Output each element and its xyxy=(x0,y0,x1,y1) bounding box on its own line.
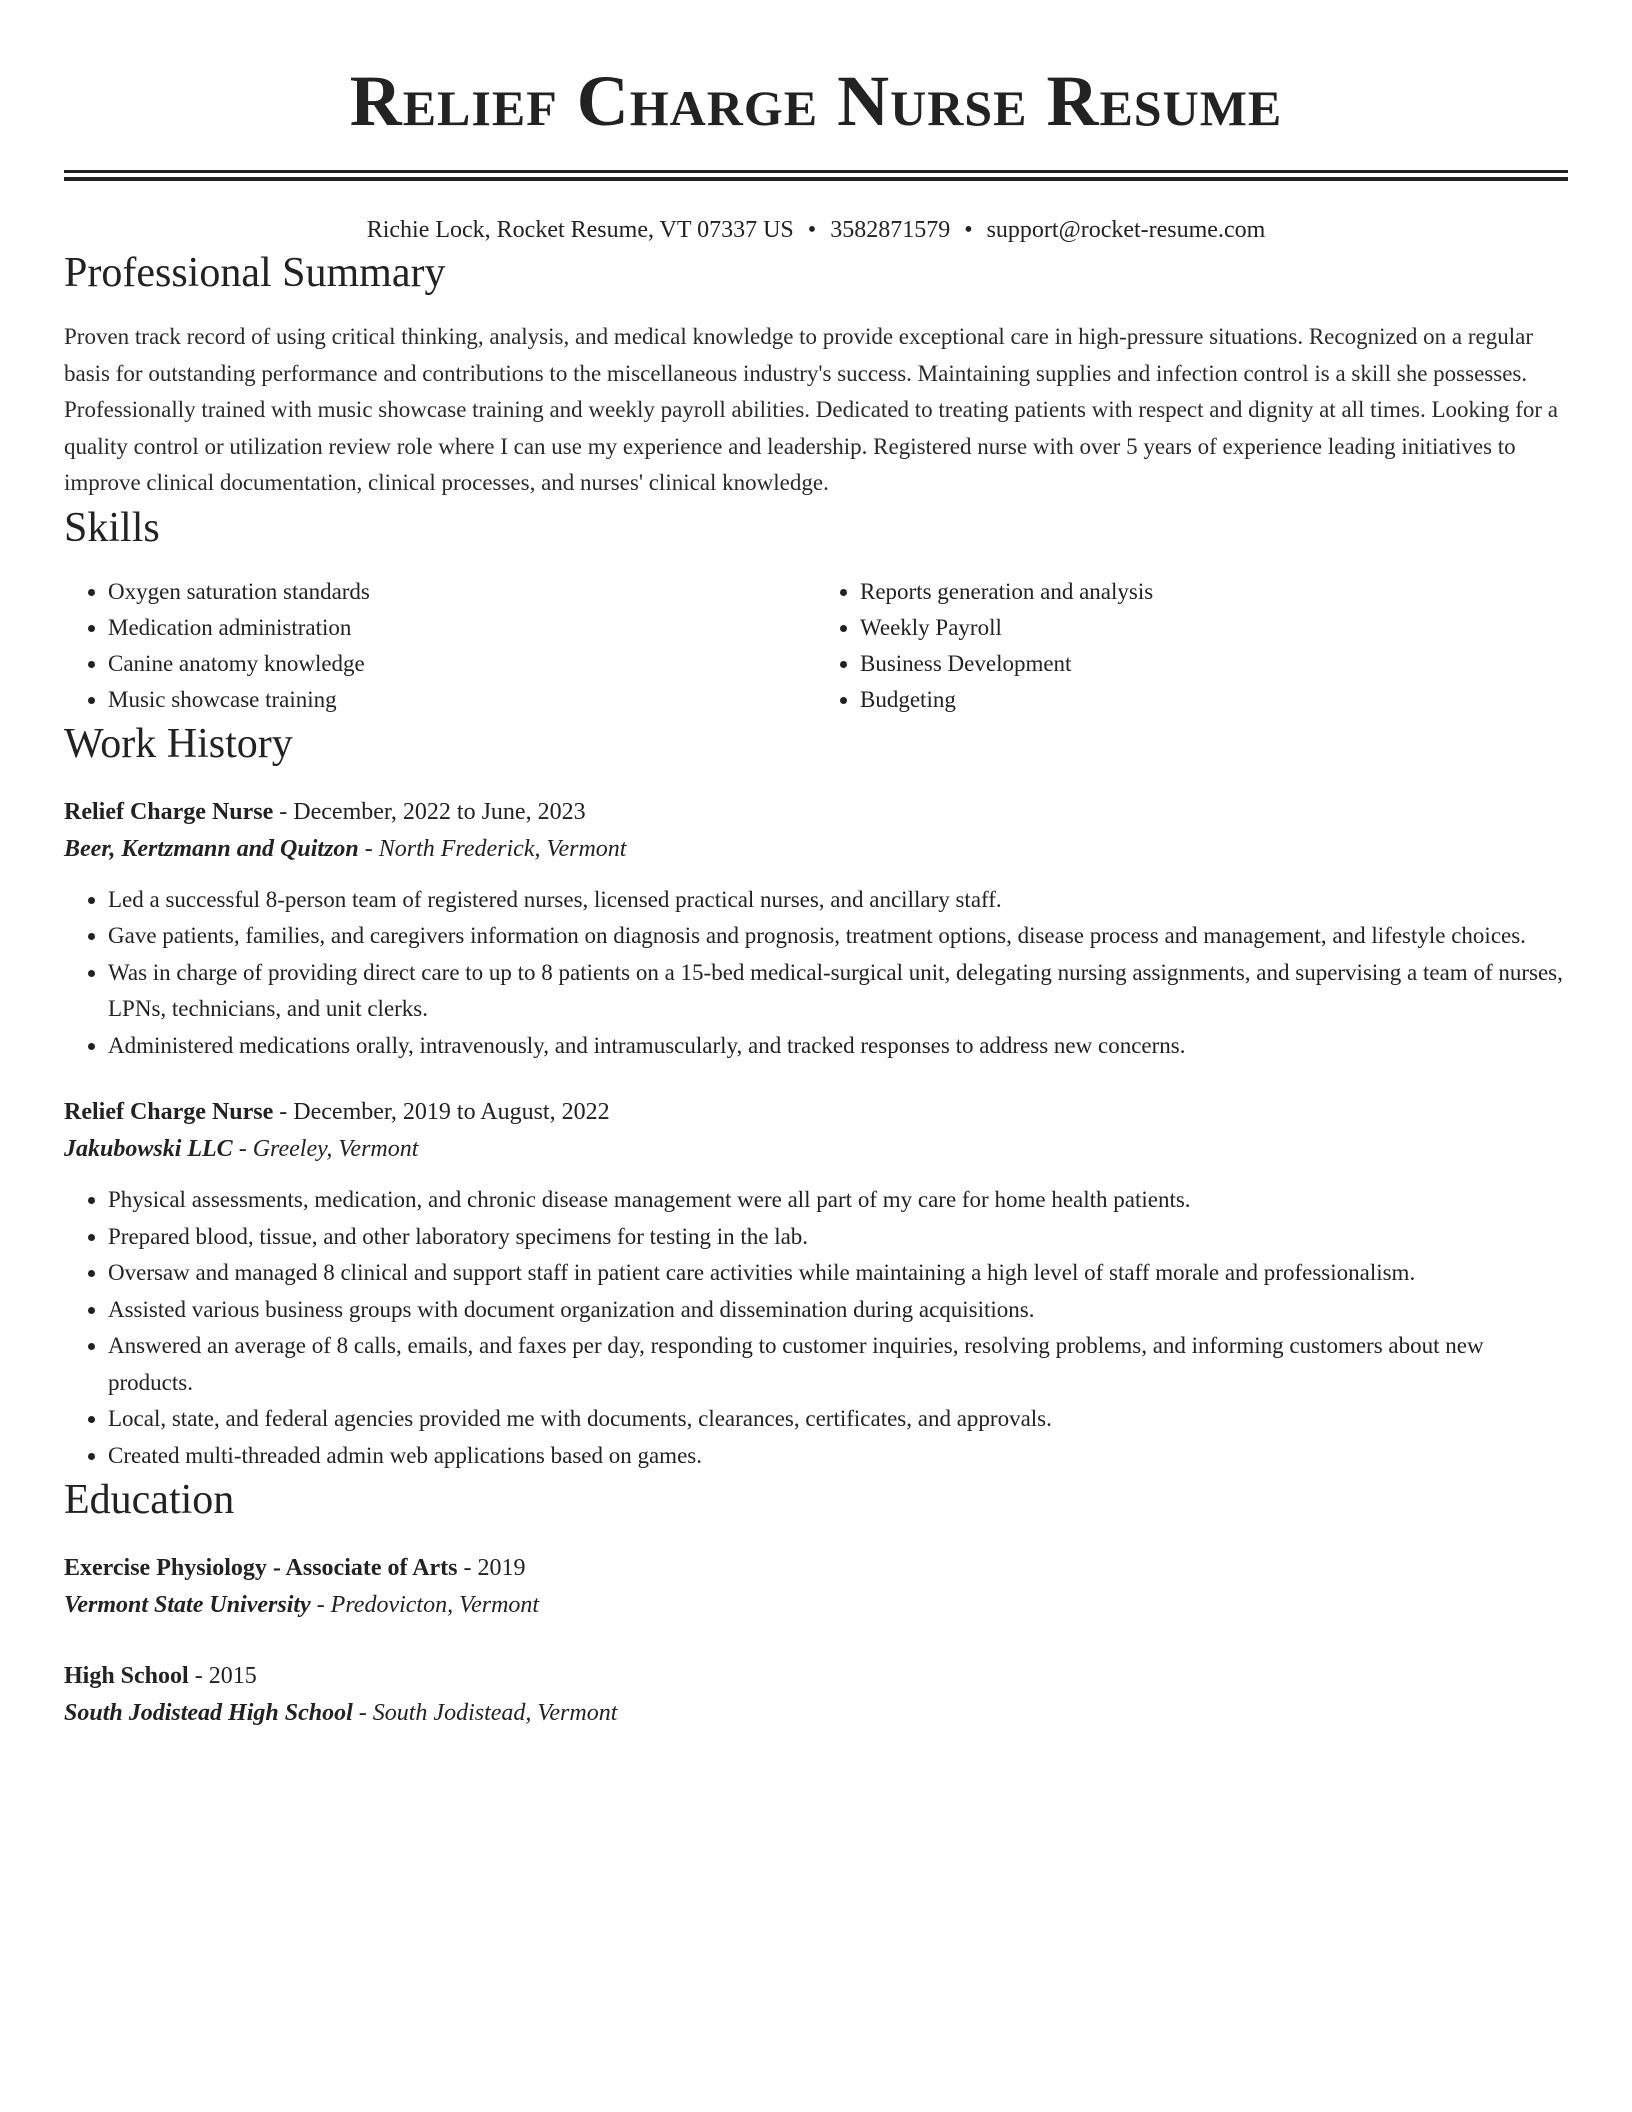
education-school: South Jodistead High School xyxy=(64,1700,353,1726)
skill-item: • Oxygen saturation standards xyxy=(108,574,816,610)
job-company: Beer, Kertzmann and Quitzon xyxy=(64,835,359,862)
contact-separator: • xyxy=(964,217,973,243)
skills-column-left xyxy=(64,574,816,718)
job-role: Relief Charge Nurse xyxy=(64,1099,274,1125)
duty-item: • Physical assessments, medication, and chronic disease management were all part of my care for home health patients. xyxy=(108,1182,1568,1219)
education-degree-line xyxy=(64,1658,1568,1694)
job-header xyxy=(64,794,1568,830)
job-dates: - December, 2022 to June, 2023 xyxy=(273,798,586,825)
skills-list xyxy=(64,574,1568,718)
resume-title: Relief Charge Nurse Resume xyxy=(349,61,1283,141)
job-duties xyxy=(64,882,1568,1065)
contact-email: support@rocket-resume.com xyxy=(986,217,1266,243)
skill-item: • Medication administration xyxy=(108,610,816,646)
skill-item: • Reports generation and analysis xyxy=(860,574,1568,610)
job-duties xyxy=(64,1182,1568,1474)
job-header xyxy=(64,1094,1568,1130)
duty-item: • Gave patients, families, and caregivers information on diagnosis and prognosis, treatment options, disease process and management, and lifestyle choices. xyxy=(108,918,1568,955)
skill-item: • Canine anatomy knowledge xyxy=(108,646,816,682)
education-entry xyxy=(64,1658,1568,1732)
job-location: - Greeley, Vermont xyxy=(232,1136,419,1162)
education-degree: High School xyxy=(64,1663,189,1689)
education-heading: Education xyxy=(64,1477,235,1523)
work-history-heading: Work History xyxy=(64,720,293,767)
contact-address: Richie Lock, Rocket Resume, VT 07337 US xyxy=(366,217,794,243)
duty-item: • Local, state, and federal agencies provided me with documents, clearances, certificates, and approvals. xyxy=(108,1401,1568,1438)
education-location: - Predovicton, Vermont xyxy=(310,1592,540,1618)
duty-item: • Answered an average of 8 calls, emails, and faxes per day, responding to customer inquiries, resolving problems, and informing customers about new products. xyxy=(108,1328,1568,1401)
job-entry xyxy=(64,794,1568,1065)
job-entry xyxy=(64,1094,1568,1474)
skills-heading: Skills xyxy=(64,504,160,551)
duty-item: • Was in charge of providing direct care to up to 8 patients on a 15-bed medical-surgical unit, delegating nursing assignments, and supervising a team of nurses, LPNs, technicians, and unit clerks. xyxy=(108,955,1568,1028)
education-school-line xyxy=(64,1586,1568,1624)
summary-text: Proven track record of using critical thinking, analysis, and medical knowledge to provide exceptional care in high-pressure situations. Recognized on a regular basis for outstanding performance and contributions to the miscellaneous industry's success. Maintaining supplies and infection control is a skill she possesses. Professionally trained with music showcase training and weekly payroll abilities. Dedicated to treating patients with respect and dignity at all times. Looking for a quality control or utilization review role where I can use my experience and leadership. Registered nurse with over 5 years of experience leading initiatives to improve clinical documentation, clinical processes, and nurses' clinical knowledge. xyxy=(64,324,1558,495)
job-role: Relief Charge Nurse xyxy=(64,798,274,825)
skill-item: • Business Development xyxy=(860,646,1568,682)
contact-line xyxy=(64,213,1568,247)
education-degree-line xyxy=(64,1550,1568,1586)
job-employer xyxy=(64,1130,1568,1168)
skill-item: • Budgeting xyxy=(860,682,1568,718)
skill-item: • Music showcase training xyxy=(108,682,816,718)
contact-phone: 3582871579 xyxy=(830,217,951,243)
duty-item: • Administered medications orally, intravenously, and intramuscularly, and tracked responses to address new concerns. xyxy=(108,1028,1568,1065)
job-company: Jakubowski LLC xyxy=(64,1136,233,1162)
job-dates: - December, 2019 to August, 2022 xyxy=(273,1099,610,1125)
skill-item: • Weekly Payroll xyxy=(860,610,1568,646)
duty-item: • Led a successful 8-person team of registered nurses, licensed practical nurses, and ancillary staff. xyxy=(108,882,1568,919)
education-school-line xyxy=(64,1694,1568,1732)
skills-column-right xyxy=(816,574,1568,718)
education-degree: Exercise Physiology - Associate of Arts xyxy=(64,1555,458,1581)
education-year: - 2015 xyxy=(188,1663,257,1689)
job-employer xyxy=(64,830,1568,868)
title-double-rule xyxy=(64,170,1568,181)
duty-item: • Prepared blood, tissue, and other laboratory specimens for testing in the lab. xyxy=(108,1219,1568,1256)
duty-item: • Created multi-threaded admin web applications based on games. xyxy=(108,1438,1568,1475)
education-school: Vermont State University xyxy=(64,1592,311,1618)
education-location: - South Jodistead, Vermont xyxy=(352,1700,618,1726)
duty-item: • Assisted various business groups with document organization and dissemination during acquisitions. xyxy=(108,1292,1568,1329)
duty-item: • Oversaw and managed 8 clinical and support staff in patient care activities while maintaining a high level of staff morale and professionalism. xyxy=(108,1255,1568,1292)
summary-heading: Professional Summary xyxy=(64,250,446,296)
job-location: - North Frederick, Vermont xyxy=(358,835,627,862)
education-entry xyxy=(64,1550,1568,1624)
contact-separator: • xyxy=(807,217,817,243)
education-year: - 2019 xyxy=(457,1555,526,1581)
